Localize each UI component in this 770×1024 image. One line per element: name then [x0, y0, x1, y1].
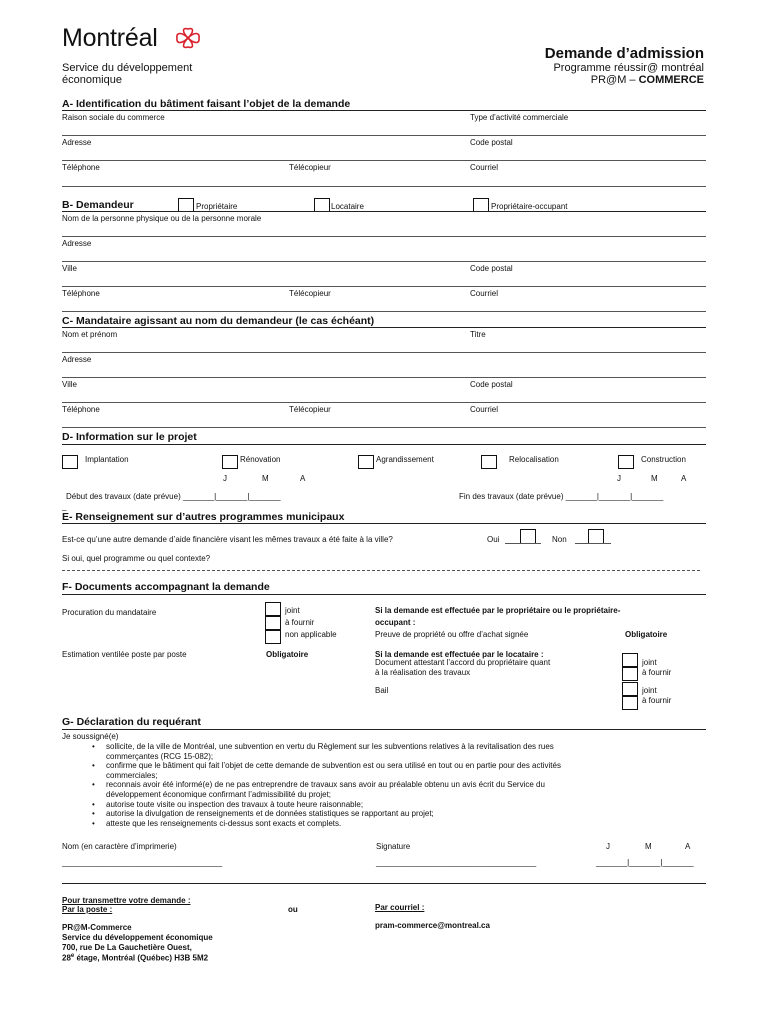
declaration-item: • autorise toute visite ou inspection des travaux à toute heure raisonnable;	[94, 800, 714, 810]
estimation-obligatoire: Obligatoire	[266, 650, 309, 659]
autre-demande-question: Est-ce qu’une autre demande d’aide financière visant les mêmes travaux a été faite à la ville?	[62, 535, 393, 544]
adresse-a-label: Adresse	[62, 138, 92, 147]
ville-c-label: Ville	[62, 380, 77, 389]
relocalisation-checkbox[interactable]	[481, 455, 497, 469]
accord-joint-label: joint	[642, 658, 657, 667]
bail-a-fournir-checkbox[interactable]	[622, 696, 638, 710]
sig-a-label: A	[685, 842, 691, 851]
proprietaire-occupant-label: Propriétaire-occupant	[491, 202, 568, 211]
bail-joint-checkbox[interactable]	[622, 682, 638, 696]
non-label: Non	[552, 535, 567, 544]
section-e-title: E- Renseignement sur d’autres programmes municipaux	[62, 511, 345, 523]
sig-j-label: J	[606, 842, 610, 851]
section-g-title: G- Déclaration du requérant	[62, 716, 201, 728]
fin-m-label: M	[651, 474, 658, 483]
code-postal-c-label: Code postal	[470, 380, 513, 389]
debut-j-label: J	[223, 474, 227, 483]
estimation-label: Estimation ventilée poste par poste	[62, 650, 187, 659]
construction-label: Construction	[641, 455, 686, 464]
preuve-propriete-label: Preuve de propriété ou offre d’achat signée	[375, 630, 529, 639]
brand-wordmark: Montréal	[62, 24, 158, 52]
type-activite-label: Type d’activité commerciale	[470, 113, 569, 122]
transmettre-label: Pour transmettre votre demande :	[62, 896, 191, 905]
bail-label: Bail	[375, 686, 389, 695]
procuration-non-applicable-checkbox[interactable]	[265, 630, 281, 644]
signature-date-field[interactable]: _______|_______|_______	[596, 858, 694, 867]
programme-contexte-label: Si oui, quel programme ou quel contexte?	[62, 554, 211, 563]
courriel-a-label: Courriel	[470, 163, 499, 172]
declaration-list	[80, 742, 714, 828]
construction-checkbox[interactable]	[618, 455, 634, 469]
telephone-c-label: Téléphone	[62, 405, 100, 414]
email-link[interactable]: pram-commerce@montreal.ca	[375, 921, 490, 930]
declaration-item-cont	[94, 752, 714, 762]
par-poste-label: Par la poste :	[62, 905, 113, 914]
ville-c-field[interactable]	[62, 402, 706, 403]
telecopieur-b-label: Télécopieur	[289, 289, 331, 298]
procuration-a-fournir-checkbox[interactable]	[265, 616, 281, 630]
telecopieur-a-label: Télécopieur	[289, 163, 331, 172]
adresse-c-label: Adresse	[62, 355, 92, 364]
raison-sociale-field[interactable]	[62, 135, 706, 136]
declaration-item-cont	[94, 790, 714, 800]
renovation-label: Rénovation	[240, 455, 281, 464]
programme-contexte-field[interactable]	[62, 570, 700, 571]
debut-travaux-field[interactable]: Début des travaux (date prévue) _______|_______|_______	[66, 492, 281, 501]
si-locataire-heading: Si la demande est effectuée par le locataire :	[375, 650, 544, 659]
debut-dash: _	[62, 502, 67, 511]
declaration-item: • confirme que le bâtiment qui fait l’objet de cette demande de subvention est ou sera utilisé en tout ou en partie pour des activités	[94, 761, 714, 771]
procuration-a-fournir-label: à fournir	[285, 618, 315, 627]
proprietaire-occupant-checkbox[interactable]	[473, 198, 489, 212]
implantation-checkbox[interactable]	[62, 455, 78, 469]
non-checkbox[interactable]	[588, 529, 604, 543]
procuration-joint-checkbox[interactable]	[265, 602, 281, 616]
declaration-item-text: développement économique confirmant l’admissibilité du projet;	[106, 789, 332, 799]
program-code-prefix: PR@M –	[590, 74, 639, 86]
adresse-b-field[interactable]	[62, 261, 706, 262]
preuve-obligatoire: Obligatoire	[625, 630, 668, 639]
adresse-a-field[interactable]	[62, 160, 706, 161]
section-d-title: D- Information sur le projet	[62, 431, 197, 443]
procuration-joint-label: joint	[285, 606, 300, 615]
nom-imprimerie-field[interactable]: ____________________________________	[62, 858, 223, 867]
document-attestant-label: Document attestant l’accord du propriétaire quant	[375, 658, 551, 667]
signature-label: Signature	[376, 842, 411, 851]
nom-mandataire-field[interactable]	[62, 352, 706, 353]
telephone-b-label: Téléphone	[62, 289, 100, 298]
accord-a-fournir-checkbox[interactable]	[622, 667, 638, 681]
declaration-item-cont	[94, 771, 714, 781]
bail-joint-label: joint	[642, 686, 657, 695]
declaration-item: • sollicite, de la ville de Montréal, une subvention en vertu du Règlement sur les subventions relatives à la revitalisation des rues	[94, 742, 714, 752]
procuration-label: Procuration du mandataire	[62, 608, 157, 617]
section-f-title: F- Documents accompagnant la demande	[62, 581, 270, 593]
par-courriel-label: Par courriel :	[375, 903, 425, 912]
telephone-a-label: Téléphone	[62, 163, 100, 172]
declaration-item: • autorise la divulgation de renseignements et de données statistiques se rapportant au projet;	[94, 809, 714, 819]
declaration-item-text: commerçantes (RCG 15-082);	[106, 751, 214, 761]
address-line4	[62, 953, 208, 963]
fin-j-label: J	[617, 474, 621, 483]
ville-b-label: Ville	[62, 264, 77, 273]
realisation-label: à la réalisation des travaux	[375, 668, 471, 677]
nom-demandeur-label: Nom de la personne physique ou de la personne morale	[62, 214, 262, 223]
proprietaire-label: Propriétaire	[196, 202, 238, 211]
form-title: Demande d’admission	[544, 45, 704, 62]
program-name: Programme réussir@ montréal	[553, 62, 704, 74]
debut-m-label: M	[262, 474, 269, 483]
service-line1: Service du développement	[62, 62, 193, 74]
procuration-non-applicable-label: non applicable	[285, 630, 337, 639]
address-floor-sup: e	[70, 953, 75, 959]
bail-a-fournir-label: à fournir	[642, 696, 672, 705]
nom-demandeur-field[interactable]	[62, 236, 706, 237]
code-postal-b-label: Code postal	[470, 264, 513, 273]
locataire-checkbox[interactable]	[314, 198, 330, 212]
code-postal-a-label: Code postal	[470, 138, 513, 147]
renovation-checkbox[interactable]	[222, 455, 238, 469]
telephone-b-field[interactable]	[62, 311, 706, 312]
fin-a-label: A	[681, 474, 687, 483]
courriel-b-label: Courriel	[470, 289, 499, 298]
implantation-label: Implantation	[85, 455, 129, 464]
ou-label: ou	[288, 905, 298, 914]
relocalisation-label: Relocalisation	[509, 455, 559, 464]
section-a-title: A- Identification du bâtiment faisant l’objet de la demande	[62, 98, 351, 110]
ville-b-field[interactable]	[62, 286, 706, 287]
address-line3: 700, rue De La Gauchetière Ouest,	[62, 943, 192, 952]
adresse-b-label: Adresse	[62, 239, 92, 248]
agrandissement-checkbox[interactable]	[358, 455, 374, 469]
telecopieur-c-label: Télécopieur	[289, 405, 331, 414]
accord-joint-checkbox[interactable]	[622, 653, 638, 667]
address-line2: Service du développement économique	[62, 933, 213, 942]
declaration-item-text: commerciales;	[106, 770, 158, 780]
signature-field[interactable]: ____________________________________	[376, 858, 537, 867]
raison-sociale-label: Raison sociale du commerce	[62, 113, 165, 122]
nom-mandataire-label: Nom et prénom	[62, 330, 118, 339]
declaration-item: • reconnais avoir été informé(e) de ne pas entreprendre de travaux sans avoir au préalable obtenu un avis écrit du Service du	[94, 780, 714, 790]
accord-a-fournir-label: à fournir	[642, 668, 672, 677]
sig-m-label: M	[645, 842, 652, 851]
courriel-c-label: Courriel	[470, 405, 499, 414]
titre-mandataire-label: Titre	[470, 330, 486, 339]
program-code-bold: COMMERCE	[638, 74, 704, 86]
adresse-c-field[interactable]	[62, 377, 706, 378]
occupant-heading: occupant :	[375, 618, 416, 627]
service-line2: économique	[62, 74, 122, 86]
nom-imprimerie-label: Nom (en caractère d’imprimerie)	[62, 842, 177, 851]
address-floor: 28	[62, 953, 71, 963]
section-c-title: C- Mandataire agissant au nom du demandeur (le cas échéant)	[62, 315, 375, 327]
section-b-title: B- Demandeur	[62, 199, 134, 211]
fin-travaux-field[interactable]: Fin des travaux (date prévue) _______|_______|_______	[459, 492, 664, 501]
debut-a-label: A	[300, 474, 306, 483]
oui-label: Oui	[487, 535, 500, 544]
address-rest: étage, Montréal (Québec) H3B 5M2	[74, 953, 209, 963]
telephone-a-field[interactable]	[62, 186, 706, 187]
program-code	[591, 74, 704, 86]
locataire-label: Locataire	[331, 202, 364, 211]
je-soussigne: Je soussigné(e)	[62, 732, 119, 741]
montreal-rosette-logo	[172, 26, 204, 50]
si-proprietaire-heading: Si la demande est effectuée par le propriétaire ou le propriétaire-	[375, 606, 621, 615]
agrandissement-label: Agrandissement	[376, 455, 434, 464]
address-line1: PR@M-Commerce	[62, 923, 132, 932]
declaration-item: • atteste que les renseignements ci-dessus sont exacts et complets.	[94, 819, 714, 829]
telephone-c-field[interactable]	[62, 427, 706, 428]
proprietaire-checkbox[interactable]	[178, 198, 194, 212]
oui-checkbox[interactable]	[520, 529, 536, 543]
